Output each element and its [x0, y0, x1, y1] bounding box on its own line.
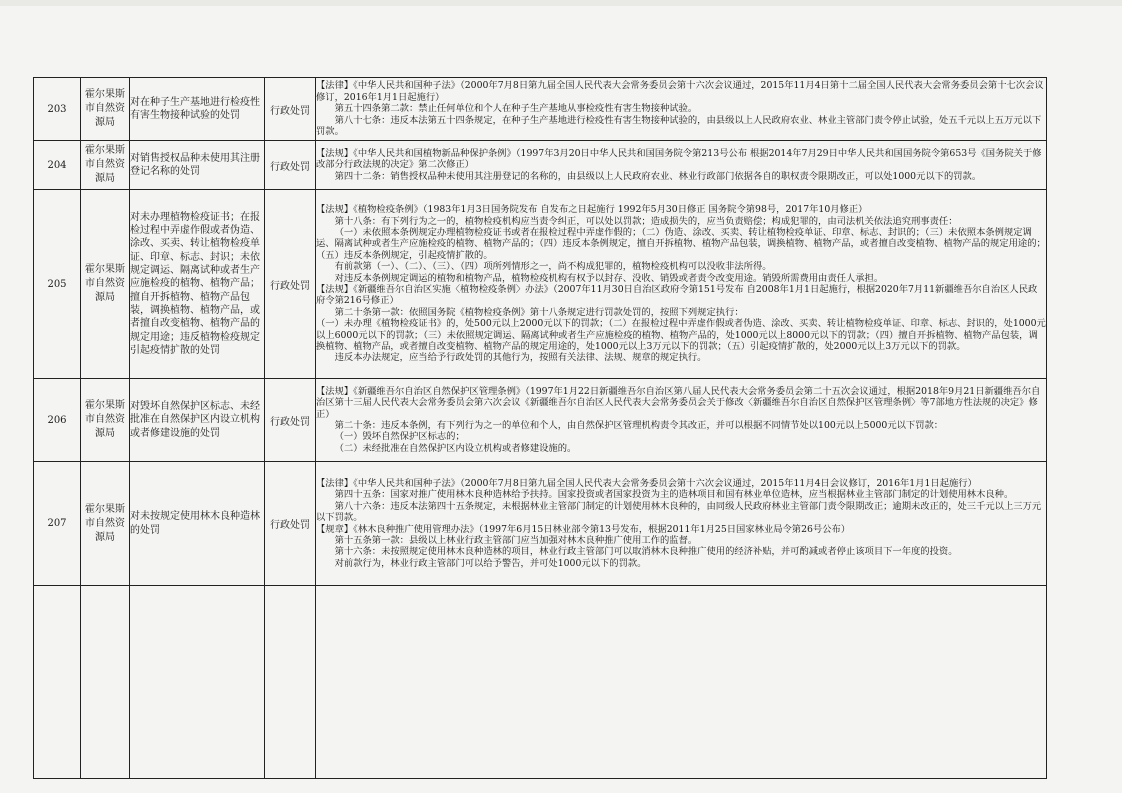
basis-paragraph: 有前款第（一）、（二）、（三）、（四）项所列情形之一，尚不构成犯罪的，植物检疫机构可以没收非法所得。: [334, 261, 772, 273]
category-cell: 行政处罚: [265, 78, 316, 141]
row-number: 207: [34, 462, 81, 586]
basis-paragraph: 第二十条第一款：依照国务院《植物检疫条例》第十八条规定进行罚款处罚的，按照下列规定执行：: [334, 306, 744, 318]
legal-basis-cell: [316, 190, 1047, 379]
basis-paragraph: （二）未经批准在自然保护区内设立机构或者修建设施的。: [334, 442, 577, 454]
basis-paragraph: 第八十七条：违反本法第五十四条规定，在种子生产基地进行检疫性有害生物接种试验的，由县级以上人民政府农业、林业主管部门责令停止试验，处五千元以上五万元以下罚款。: [316, 114, 1042, 138]
category-cell: 行政处罚: [265, 462, 316, 586]
legal-basis-cell: [316, 379, 1047, 462]
basis-paragraph: 对违反本条例规定调运的植物和植物产品，植物检疫机构有权予以封存、没收、销毁或者责令改变用途。销毁所需费用由责任人承担。: [334, 272, 884, 284]
department-cell: 霍尔果斯市自然资源局: [81, 462, 130, 586]
basis-paragraph: 第十八条：有下列行为之一的，植物检疫机构应当责令纠正，可以处以罚款；造成损失的，应当负责赔偿；构成犯罪的，由司法机关依法追究刑事责任：: [334, 215, 958, 227]
table-row: [34, 379, 1047, 462]
empty-cell: [34, 586, 81, 779]
basis-paragraph: 【规章】《林木良种推广使用管理办法》（1997年6月15日林业部令第13号发布，根据2011年1月25日国家林业局令第26号公布）: [316, 523, 851, 535]
item-name-cell: 对毁坏自然保护区标志、未经批准在自然保护区内设立机构或者修建设施的处罚: [130, 379, 265, 462]
basis-paragraph: 【法规】《新疆维吾尔自治区自然保护区管理条例》（1997年1月22日新疆维吾尔自治区第八届人民代表大会常务委员会第二十五次会议通过，根据2018年9月21日新疆维吾尔自治区第十三届人民代表大会常务委员会第六次会议《新疆维吾尔自治区人民代表大会常务委员会关于修改〈新疆维吾尔自治区自然保护区管理条例〉等7部地方性法规的决定》修正）: [316, 385, 1041, 420]
basis-paragraph: 【法律】《中华人民共和国种子法》（2000年7月8日第九届全国人民代表大会常务委员会第十六次会议通过，2015年11月4日第十二届全国人民代表大会常务委员会第十七次会议修订，2016年1月1日起施行）: [316, 80, 1044, 103]
basis-paragraph: 对前款行为，林业行政主管部门可以给予警告，并可处1000元以下的罚款。: [334, 557, 647, 569]
basis-paragraph: 第八十六条：违反本法第四十五条规定，未根据林业主管部门制定的计划使用林木良种的，由同级人民政府林业主管部门责令限期改正；逾期未改正的，处三千元以上三万元以下罚款。: [316, 500, 1042, 524]
item-name-cell: 对在种子生产基地进行检疫性有害生物接种试验的处罚: [130, 78, 265, 141]
category-cell: 行政处罚: [265, 141, 316, 190]
item-name-cell: 对未办理植物检疫证书；在报检过程中弄虚作假或者伪造、涂改、买卖、转让植物检疫单证、印章、标志、封识；未依规定调运、隔离试种或者生产应施检疫的植物、植物产品；擅自开拆植物、植物产品包装，调换植物、植物产品，或者擅自改变植物、植物产品的规定用途；违反植物检疫规定引起疫情扩散的处罚: [130, 190, 265, 379]
table-row: [34, 141, 1047, 190]
department-cell: 霍尔果斯市自然资源局: [81, 141, 130, 190]
basis-paragraph: （一）未依照本条例规定办理植物检疫证书或者在报检过程中弄虚作假的；（二）伪造、涂改、买卖、转让植物检疫单证、印章、标志、封识的；（三）未依照本条例规定调运、隔离试种或者生产应施检疫的植物、植物产品的；（四）违反本条例规定，擅自开拆植物、植物产品包装，调换植物、植物产品，或者擅自改变植物、植物产品的规定用途的；（五）违反本条例规定，引起疫情扩散的。: [316, 226, 1046, 261]
basis-paragraph: 【法规】《新疆维吾尔自治区实施〈植物检疫条例〉办法》（2007年11月30日自治区政府令第151号发布 自2008年1月1日起施行，根据2020年7月11新疆维吾尔自治区人民政府令第216号修正）: [316, 284, 1038, 307]
basis-paragraph: 违反本办法规定，应当给予行政处罚的其他行为，按照有关法律、法规、规章的规定执行。: [334, 352, 707, 364]
basis-paragraph: 【法规】《中华人民共和国植物新品种保护条例》（1997年3月20日中华人民共和国国务院令第213号公布 根据2014年7月29日中华人民共和国国务院令第653号《国务院关于修改部分行政法规的决定》第二次修正）: [316, 147, 1042, 171]
item-name-cell: 对销售授权品种未使用其注册登记名称的处罚: [130, 141, 265, 190]
basis-paragraph: 第四十五条：国家对推广使用林木良种造林给予扶持。国家投资或者国家投资为主的造林项目和国有林业单位造林，应当根据林业主管部门制定的计划使用林木良种。: [334, 489, 1014, 501]
legal-basis-cell: [316, 141, 1047, 190]
basis-paragraph: 【法规】《植物检疫条例》（1983年1月3日国务院发布 自发布之日起施行 1992年5月30日修正 国务院令第98号，2017年10月修正）: [316, 204, 868, 216]
table-row: [34, 78, 1047, 141]
department-cell: 霍尔果斯市自然资源局: [81, 78, 130, 141]
basis-paragraph: 第五十四条第二款：禁止任何单位和个人在种子生产基地从事检疫性有害生物接种试验。: [334, 103, 698, 115]
empty-cell: [130, 586, 265, 779]
row-number: 205: [34, 190, 81, 379]
category-cell: 行政处罚: [265, 379, 316, 462]
row-number: 203: [34, 78, 81, 141]
basis-paragraph: 第二十条：违反本条例，有下列行为之一的单位和个人，由自然保护区管理机构责令其改正，并可以根据不同情节处以100元以上5000元以下罚款：: [334, 420, 944, 431]
empty-cell: [265, 586, 316, 779]
basis-paragraph: 【法律】《中华人民共和国种子法》（2000年7月8日第九届全国人民代表大会常务委员会第十六次会议通过，2015年11月4日会议修订，2016年1月1日起施行）: [316, 477, 977, 489]
penalty-table: [33, 77, 1047, 779]
empty-table-row: [34, 586, 1047, 779]
basis-paragraph: 第四十二条：销售授权品种未使用其注册登记的名称的，由县级以上人民政府农业、林业行政部门依据各自的职权责令限期改正，可以处1000元以下的罚款。: [334, 170, 982, 182]
legal-basis-cell: [316, 78, 1047, 141]
category-cell: 行政处罚: [265, 190, 316, 379]
basis-paragraph: 第十五条第一款：县级以上林业行政主管部门应当加强对林木良种推广使用工作的监督。: [334, 534, 698, 546]
basis-paragraph: （一）毁坏自然保护区标志的；: [334, 431, 465, 443]
page-top-edge: [0, 0, 1122, 6]
legal-basis-cell: [316, 462, 1047, 586]
item-name-cell: 对未按规定使用林木良种造林的处罚: [130, 462, 265, 586]
basis-paragraph: 第十六条：未按照规定使用林木良种造林的项目，林业行政主管部门可以取消林木良种推广使用的经济补贴，并可酌减或者停止该项目下一年度的投资。: [334, 546, 958, 558]
table-row: [34, 462, 1047, 586]
empty-cell: [316, 586, 1047, 779]
department-cell: 霍尔果斯市自然资源局: [81, 379, 130, 462]
department-cell: 霍尔果斯市自然资源局: [81, 190, 130, 379]
basis-paragraph: （一）未办理《植物检疫证书》的，处500元以上2000元以下的罚款；（二）在报检过程中弄虚作假或者伪造、涂改、买卖、转让植物检疫单证、印章、标志、封识的，处1000元以上6000元以下的罚款；（三）未依照规定调运、隔离试种或者生产应施检疫的植物、植物产品的，处1000元以上8000元以下的罚款；（四）擅自开拆植物、植物产品包装，调换植物、植物产品，或者擅自改变植物、植物产品的规定用途的，处1000元以上3万元以下的罚款；（五）引起疫情扩散的，处2000元以上3万元以下的罚款。: [316, 318, 1046, 353]
row-number: 206: [34, 379, 81, 462]
empty-cell: [81, 586, 130, 779]
row-number: 204: [34, 141, 81, 190]
table-row: [34, 190, 1047, 379]
